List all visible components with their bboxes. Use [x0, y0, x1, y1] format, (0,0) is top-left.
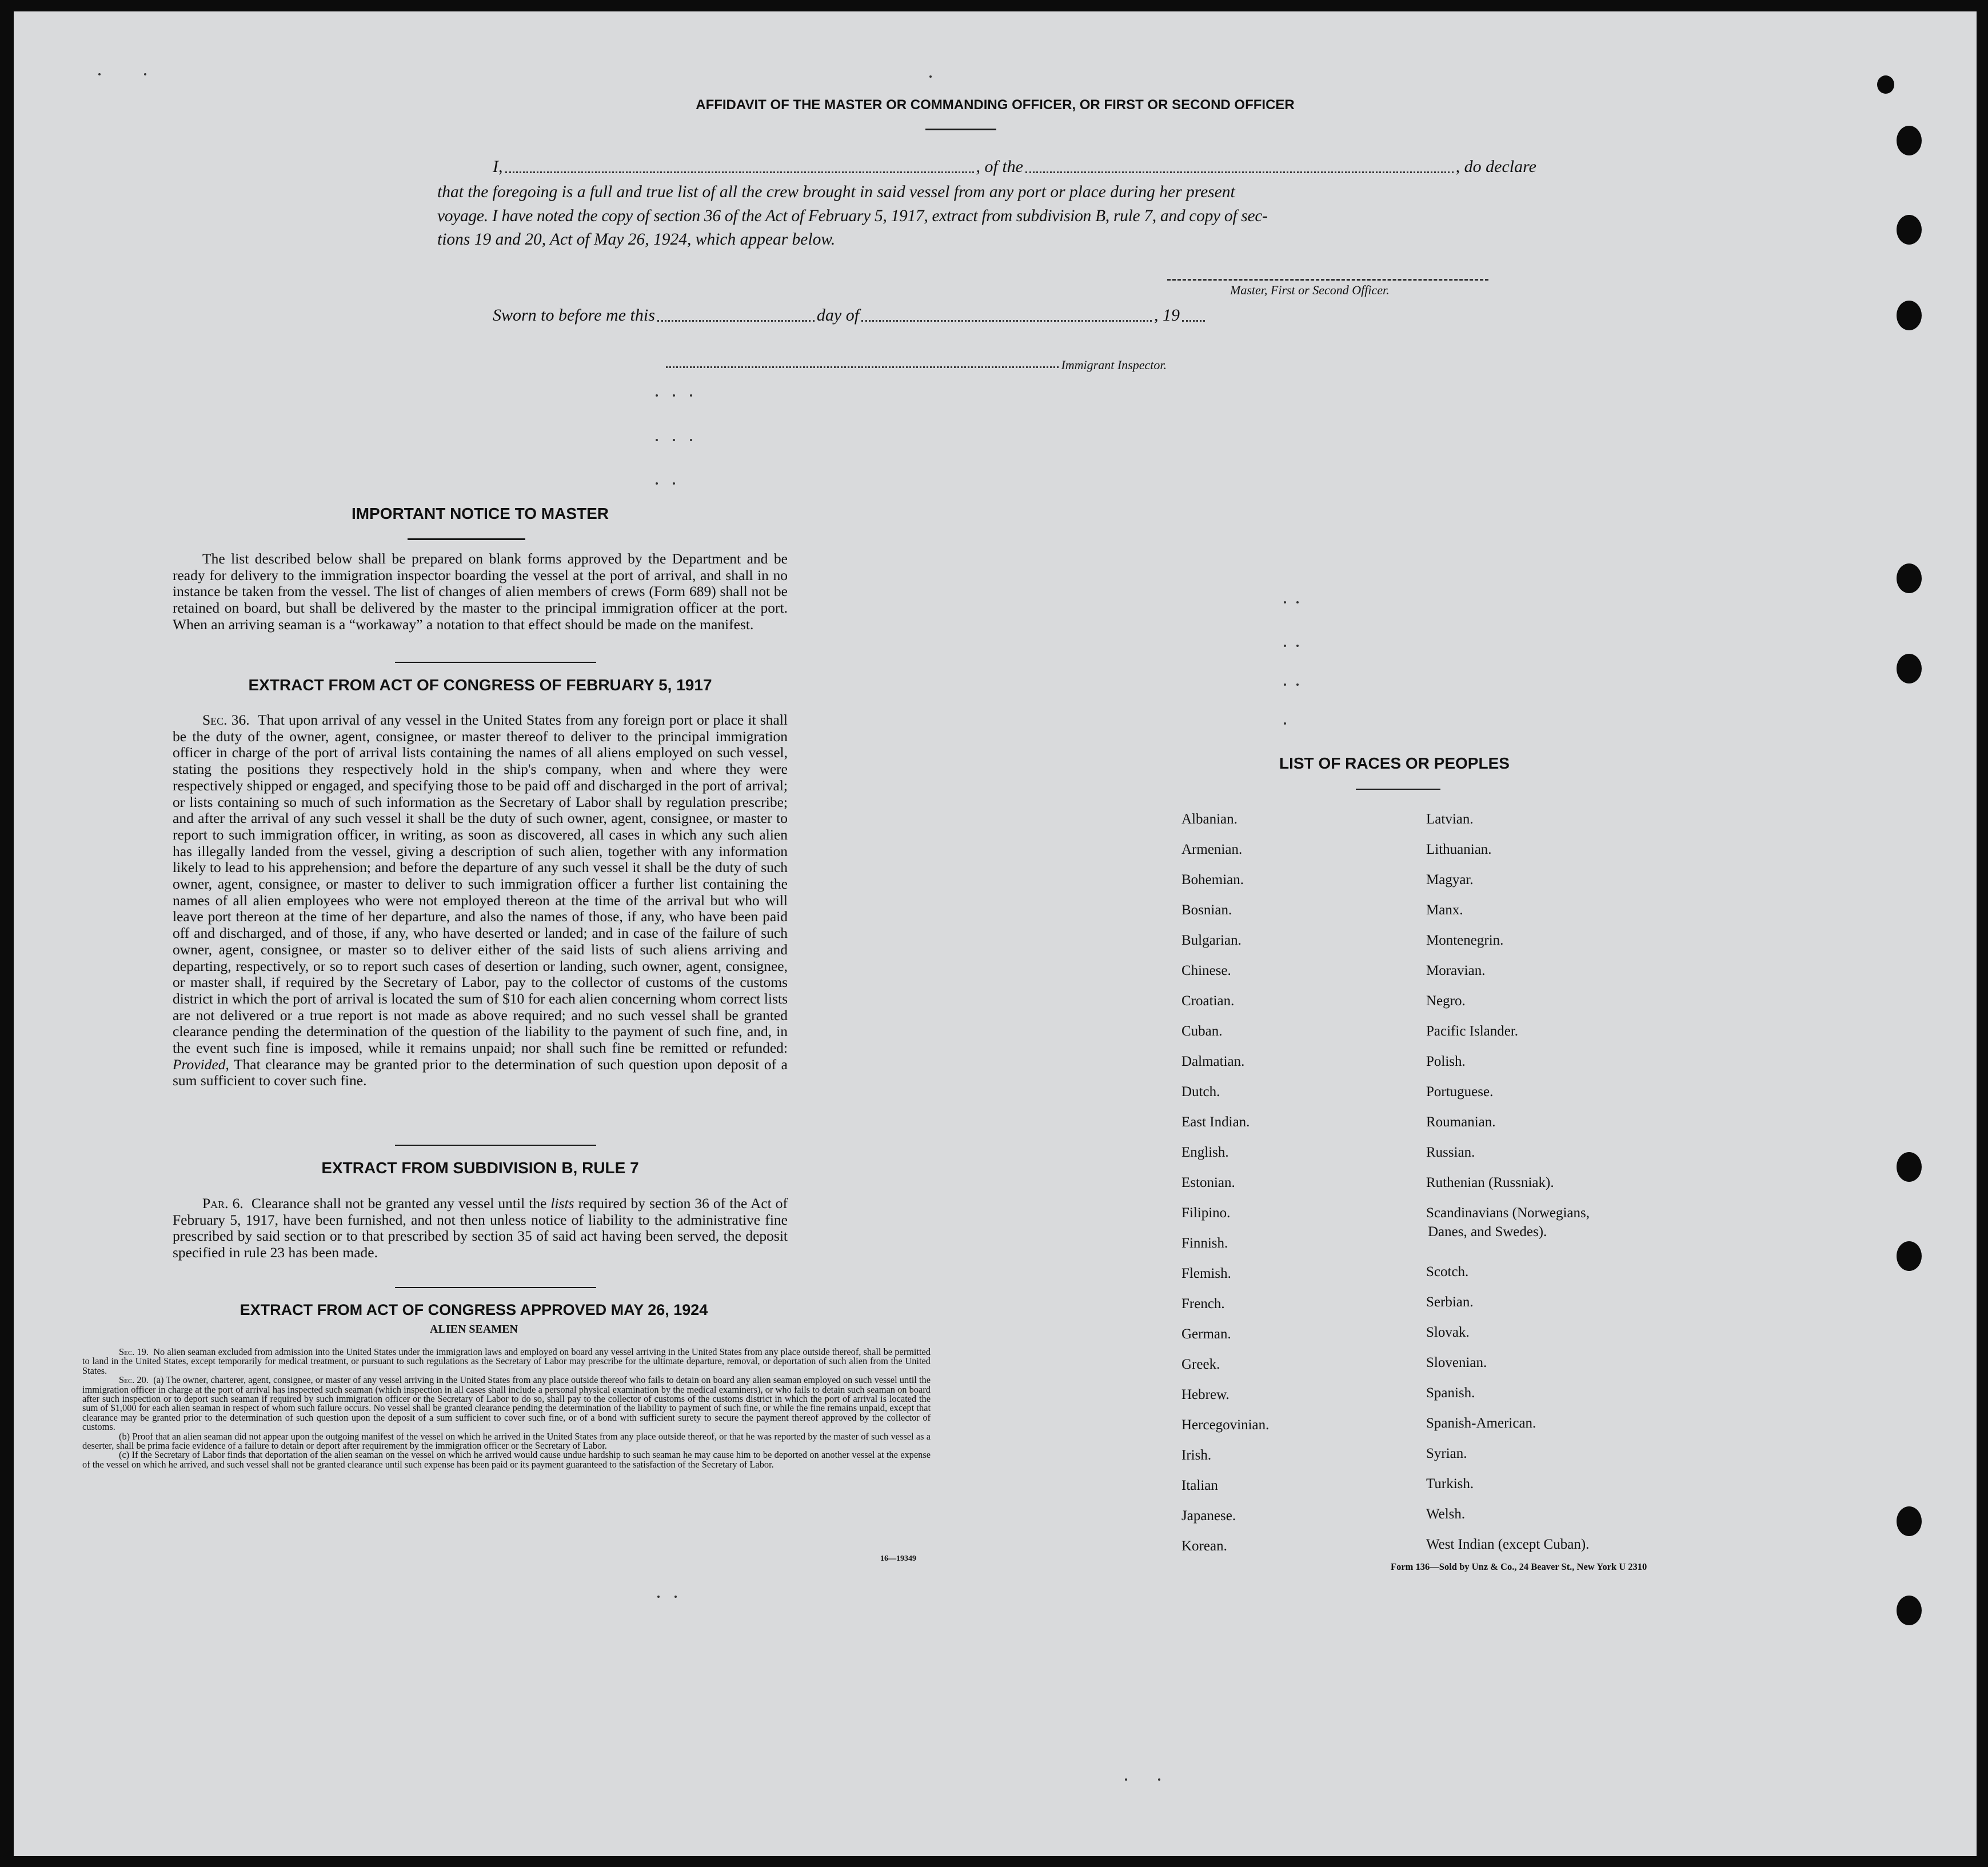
master-signature-field[interactable]	[1167, 279, 1488, 281]
binder-hole	[1897, 1241, 1922, 1271]
speck	[657, 1596, 660, 1598]
race-item: Bulgarian.	[1181, 933, 1241, 948]
race-item: Greek.	[1181, 1357, 1220, 1372]
race-item: Slovak.	[1426, 1325, 1470, 1340]
affidavit-title: AFFIDAVIT OF THE MASTER OR COMMANDING OFFICER, OR FIRST OR SECOND OFFICER	[696, 97, 1295, 113]
race-item: Welsh.	[1426, 1506, 1466, 1522]
inspector-label: Immigrant Inspector.	[1061, 358, 1167, 372]
race-item: Korean.	[1181, 1538, 1227, 1554]
race-item: Roumanian.	[1426, 1114, 1496, 1130]
binder-hole	[1897, 301, 1922, 330]
notice-rule	[408, 538, 525, 540]
sworn-line	[493, 306, 1207, 325]
speck	[673, 482, 675, 485]
race-item: Dutch.	[1181, 1084, 1220, 1100]
race-item: Irish.	[1181, 1448, 1212, 1463]
inspector-signature-field[interactable]	[666, 366, 1059, 368]
speck	[1284, 683, 1286, 686]
race-item: Slovenian.	[1426, 1355, 1487, 1370]
races-title: LIST OF RACES OR PEOPLES	[1279, 754, 1510, 772]
section-rule-3	[395, 1287, 596, 1288]
inspector-line	[664, 358, 1167, 373]
master-signature-label: Master, First or Second Officer.	[1230, 283, 1390, 297]
speck	[144, 73, 146, 75]
rule-7-text: Par. 6. Clearance shall not be granted any vessel until the lists required by section 36 of the Act of February 5, 1917, have been furnished, and not then unless notice of liability to the administrative fine prescribed by said section or to that prescribed by section 35 of said act having been served, the deposit specified in rule 23 has been made.	[173, 1195, 788, 1261]
race-item: Magyar.	[1426, 872, 1474, 887]
race-item: French.	[1181, 1296, 1225, 1312]
rule-7-title: EXTRACT FROM SUBDIVISION B, RULE 7	[321, 1159, 639, 1177]
race-item: Turkish.	[1426, 1476, 1474, 1492]
par-6-label: Par. 6.	[202, 1195, 243, 1212]
speck	[656, 482, 658, 485]
speck	[1284, 722, 1286, 725]
form-footer: Form 136—Sold by Unz & Co., 24 Beaver St., New York U 2310	[1391, 1561, 1647, 1572]
speck	[1296, 683, 1299, 686]
race-item: Bohemian.	[1181, 872, 1244, 887]
declaration-line	[493, 157, 1536, 177]
speck	[929, 75, 932, 78]
race-item: Moravian.	[1426, 963, 1486, 978]
race-item: Serbian.	[1426, 1294, 1474, 1310]
race-item: Armenian.	[1181, 842, 1243, 857]
speck	[690, 394, 692, 397]
binder-hole	[1897, 1506, 1922, 1536]
race-item: West Indian (except Cuban).	[1426, 1537, 1590, 1552]
race-item: Montenegrin.	[1426, 933, 1504, 948]
race-item: Estonian.	[1181, 1175, 1235, 1190]
race-item: Dalmatian.	[1181, 1054, 1245, 1069]
extract-1917-text: Sec. 36. That upon arrival of any vessel in the United States from any foreign port or place it shall be the duty of the owner, agent, consignee, or master thereof to deliver to the principal immigration officer in charge of the port of arrival lists containing the names of all aliens employed on such vessel, stating the positions they respectively hold in the ship's company, when and where they were respectively shipped or engaged, and specifying those to be paid off and discharged in the port of arrival; or lists containing so much of such information as the Secretary of Labor shall by regulation prescribe; and after the arrival of any such vessel it shall be the duty of such owner, agent, consignee, or master to report to such immigration officer, in writing, as soon as discovered, all cases in which any such alien has illegally landed from the vessel, giving a description of such alien, together with any information likely to lead to his apprehension; and before the departure of any such vessel it shall be the duty of such owner, agent, consignee, or master to deliver to such immigration officer a further list containing the names of all alien employees who were not employed thereon at the time of the arrival but who will leave port thereon at the time of her departure, and also the names of those, if any, who have been paid off and discharged, and of those, if any, who have deserted or landed; and in case of the failure of such owner, agent, consignee, or master so to deliver either of the said lists of such aliens arriving and departing, respectively, or so to report such cases of desertion or landing, such owner, agent, consignee, or master shall, if required by the Secretary of Labor, pay to the collector of customs of the customs district in which the port of arrival is located the sum of $10 for each alien concerning whom correct lists are not delivered or a true report is not made as above required; and no such vessel shall be granted clearance pending the determination of the question of the liability to the payment of such fine, and, in the event such fine is imposed, while it remains unpaid; nor shall such fine be remitted or refunded: Provided, That clearance may be granted prior to the determination of such question upon deposit of a sum sufficient to cover such fine.	[173, 711, 788, 1089]
binder-hole	[1897, 126, 1922, 155]
declaration-line-2: that the foregoing is a full and true list of all the crew brought in said vessel from any port or place during her present	[437, 183, 1235, 201]
declarant-prefix: I,	[493, 157, 503, 176]
race-item: Lithuanian.	[1426, 842, 1492, 857]
race-item: Polish.	[1426, 1054, 1466, 1069]
race-item: East Indian.	[1181, 1114, 1250, 1130]
section-rule-2	[395, 1145, 596, 1146]
binder-hole	[1897, 1596, 1922, 1625]
binder-hole	[1897, 215, 1922, 245]
race-item: Hebrew.	[1181, 1387, 1229, 1402]
extract-1924-text: Sec. 19. No alien seaman excluded from admission into the United States under the immigration laws and employed on board any vessel arriving in the United States from any place outside thereof, shall be permitted to land in the United States, except temporarily for medical treatment, or pursuant to such regulations as the Secretary of Labor may prescribe for the ultimate departure, removal, or deportation of such alien from the United States. Sec. 20. (a) The owner, charterer, agent, consignee, or master of any vessel arriving in the United States from any place outside thereof who fails to detain on board any alien seaman employed on such vessel until the immigration officer in charge at the port of arrival has inspected such seaman (which inspection in all cases shall include a personal physical examination by the medical examiners), or who fails to detain such seaman on board after such inspection or to deport such seaman if required by such immigration officer or the Secretary of Labor to do so, shall pay to the collector of customs of the customs district in which the port of arrival is located the sum of $1,000 for each alien seaman in respect of whom such failure occurs. No vessel shall be granted clearance pending the determination of the liability to payment of such fine, or while the fine remains unpaid, except that clearance may be granted prior to the determination of such question upon the deposit of a sum sufficient to cover such fine, or of a bond with sufficient surety to secure the payment thereof approved by the collector of customs. (b) Proof that an alien seaman did not appear upon the outgoing manifest of the vessel on which he arrived in the United States from any place outside thereof, or that he was reported by the master of such vessel as a deserter, shall be prima facie evidence of a failure to detain or deport after requirement by the immigration officer or the Secretary of Labor. (c) If the Secretary of Labor finds that deportation of the alien seaman on the vessel on which he arrived would cause undue hardship to such seaman he may cause him to be deported on another vessel at the expense of the vessel on which he arrived, and such vessel shall not be granted clearance until such expense has been paid or its payment guaranteed to the satisfaction of the Secretary of Labor.	[82, 1346, 931, 1470]
race-item: Latvian.	[1426, 811, 1474, 827]
races-rule	[1356, 789, 1440, 790]
declaration-line-4: tions 19 and 20, Act of May 26, 1924, which appear below.	[437, 230, 836, 249]
race-item: Croatian.	[1181, 993, 1235, 1009]
speck	[1158, 1778, 1160, 1781]
speck	[673, 439, 675, 441]
race-item: Spanish.	[1426, 1385, 1475, 1401]
speck	[690, 439, 692, 441]
race-item: Ruthenian (Russniak).	[1426, 1175, 1554, 1190]
vessel-name-field[interactable]	[1025, 171, 1454, 173]
race-item: Negro.	[1426, 993, 1466, 1009]
section-rule-1	[395, 662, 596, 663]
race-item: Bosnian.	[1181, 902, 1232, 918]
speck	[656, 394, 658, 397]
race-item: Albanian.	[1181, 811, 1237, 827]
race-item: Japanese.	[1181, 1508, 1236, 1524]
print-code: 16—19349	[880, 1554, 916, 1563]
speck	[1284, 645, 1286, 647]
race-item: Russian.	[1426, 1145, 1475, 1160]
race-item: German.	[1181, 1326, 1231, 1342]
declarant-name-field[interactable]	[505, 171, 974, 173]
race-item: Chinese.	[1181, 963, 1231, 978]
race-item: Cuban.	[1181, 1024, 1223, 1039]
notice-text: The list described below shall be prepared on blank forms approved by the Department and be ready for delivery to the immigration inspector boarding the vessel at the port of arrival, and shall in no instance be taken from the vessel. The list of changes of alien members of crews (Form 689) shall not be retained on board, but shall be delivered by the master to the principal immigration officer at the port. When an arriving seaman is a “workaway” a notation to that effect should be made on the manifest.	[173, 550, 788, 633]
year-text: , 19	[1154, 306, 1180, 325]
race-item: Italian	[1181, 1478, 1218, 1493]
race-item: Filipino.	[1181, 1205, 1231, 1221]
race-item: Spanish-American.	[1426, 1416, 1536, 1431]
of-the-text: , of the	[976, 157, 1023, 176]
race-item: Syrian.	[1426, 1446, 1467, 1461]
title-rule	[925, 129, 996, 130]
race-item: Danes, and Swedes).	[1428, 1224, 1547, 1240]
race-item: Finnish.	[1181, 1236, 1228, 1251]
race-item: English.	[1181, 1145, 1229, 1160]
day-of-text: day of	[816, 306, 860, 325]
sworn-day-field[interactable]	[657, 320, 815, 322]
alien-seamen-subtitle: ALIEN SEAMEN	[430, 1323, 518, 1336]
race-item: Flemish.	[1181, 1266, 1231, 1281]
binder-hole	[1897, 1152, 1922, 1182]
form-sheet	[14, 11, 1977, 1856]
speck	[1125, 1778, 1127, 1781]
extract-1917-title: EXTRACT FROM ACT OF CONGRESS OF FEBRUARY 5, 1917	[248, 676, 712, 694]
race-item: Scotch.	[1426, 1264, 1469, 1280]
extract-1924-title: EXTRACT FROM ACT OF CONGRESS APPROVED MAY 26, 1924	[239, 1301, 708, 1318]
race-item: Scandinavians (Norwegians,	[1426, 1205, 1590, 1221]
sworn-year-field[interactable]	[1182, 320, 1205, 322]
do-declare-text: , do declare	[1455, 157, 1536, 176]
race-item: Manx.	[1426, 902, 1463, 918]
speck	[1296, 601, 1299, 603]
declaration-line-3: voyage. I have noted the copy of section 36 of the Act of February 5, 1917, extract from subdivision B, rule 7, and copy of sec-	[437, 207, 1268, 225]
race-item: Portuguese.	[1426, 1084, 1494, 1100]
binder-hole	[1897, 563, 1922, 593]
sec-36-label: Sec. 36.	[202, 711, 250, 728]
binder-hole	[1897, 654, 1922, 683]
speck	[674, 1596, 677, 1598]
speck	[656, 439, 658, 441]
speck	[98, 73, 101, 75]
race-item: Pacific Islander.	[1426, 1024, 1519, 1039]
speck	[1284, 601, 1286, 603]
sworn-month-field[interactable]	[861, 320, 1152, 322]
race-item: Hercegovinian.	[1181, 1417, 1270, 1433]
speck	[1296, 645, 1299, 647]
notice-title: IMPORTANT NOTICE TO MASTER	[351, 505, 609, 522]
sworn-text: Sworn to before me this	[493, 306, 655, 325]
speck	[673, 394, 675, 397]
binder-hole	[1877, 75, 1894, 94]
